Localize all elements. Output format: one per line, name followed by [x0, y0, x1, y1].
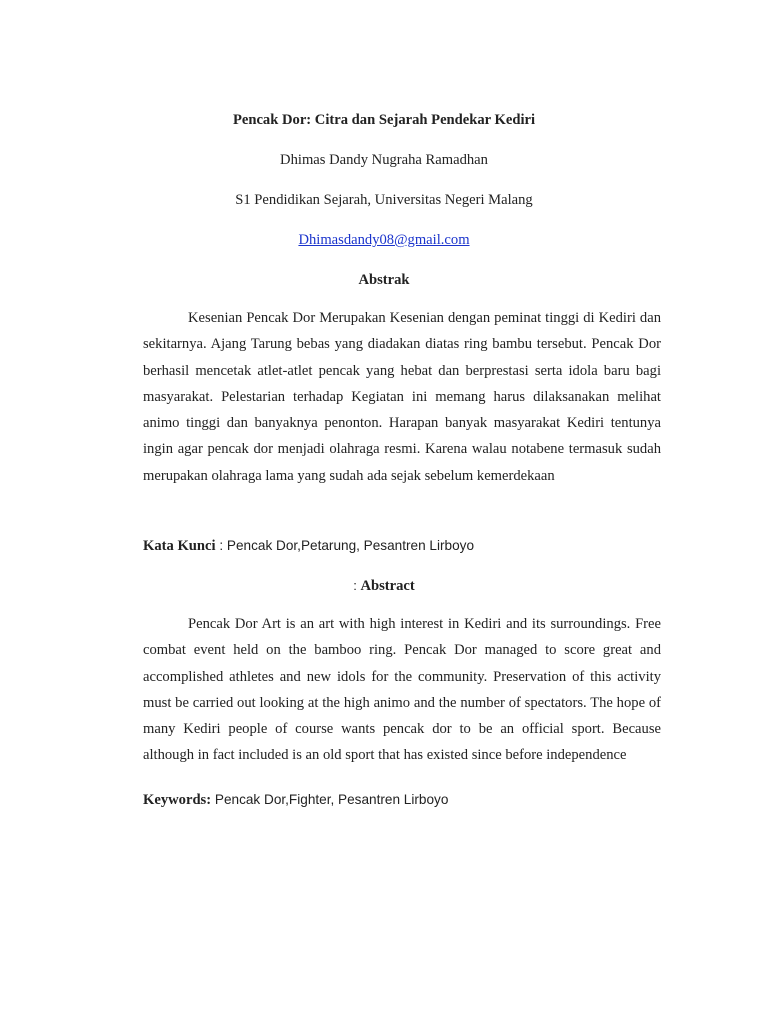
author-email-link[interactable]: Dhimasdandy08@gmail.com: [298, 232, 470, 248]
abstract-keywords: [143, 791, 683, 809]
abstrak-heading: Abstrak: [358, 272, 410, 288]
author-affiliation: S1 Pendidikan Sejarah, Universitas Negeri Malang: [235, 192, 533, 208]
abstrak-body: Kesenian Pencak Dor Merupakan Kesenian dengan peminat tinggi di Kediri dan sekitarnya. Ajang Tarung bebas yang diadakan diatas ring bambu tersebut. Pencak Dor berhasil mencetak atlet-atlet pencak yang hebat dan berprestasi serta idola baru bagi masyarakat. Pelestarian terhadap Kegiatan ini memang harus dilaksanakan melihat animo tinggi dan banyaknya penonton. Harapan banyak masyarakat Kediri tentunya ingin agar pencak dor menjadi olahraga resmi. Karena walau notabene termasuk sudah merupakan olahraga lama yang sudah ada sejak sebelum kemerdekaan: [143, 310, 661, 484]
abstrak-keywords: [143, 537, 683, 555]
abstract-heading-prefix: :: [353, 578, 361, 593]
abstract-keywords-label: Keywords:: [143, 792, 212, 808]
abstract-heading-title: Abstract: [360, 578, 415, 594]
abstract-keywords-value: Pencak Dor,Fighter, Pesantren Lirboyo: [211, 792, 449, 807]
paper-title: Pencak Dor: Citra dan Sejarah Pendekar Kediri: [232, 112, 536, 128]
abstract-heading: [0, 577, 768, 595]
author-name: Dhimas Dandy Nugraha Ramadhan: [280, 152, 488, 168]
abstrak-keywords-value: : Pencak Dor,Petarung, Pesantren Lirboyo: [215, 538, 475, 553]
abstrak-keywords-label: Kata Kunci: [143, 538, 216, 554]
abstract-body: Pencak Dor Art is an art with high interest in Kediri and its surroundings. Free combat event held on the bamboo ring. Pencak Dor managed to score great and accomplished athletes and new idols for the community. Preservation of this activity must be carried out looking at the high animo and the number of spectators. The hope of many Kediri people of course wants pencak dor to be an official sport. Because although in fact included is an old sport that has existed since before independence: [143, 616, 661, 764]
author-email-container: [0, 231, 768, 249]
